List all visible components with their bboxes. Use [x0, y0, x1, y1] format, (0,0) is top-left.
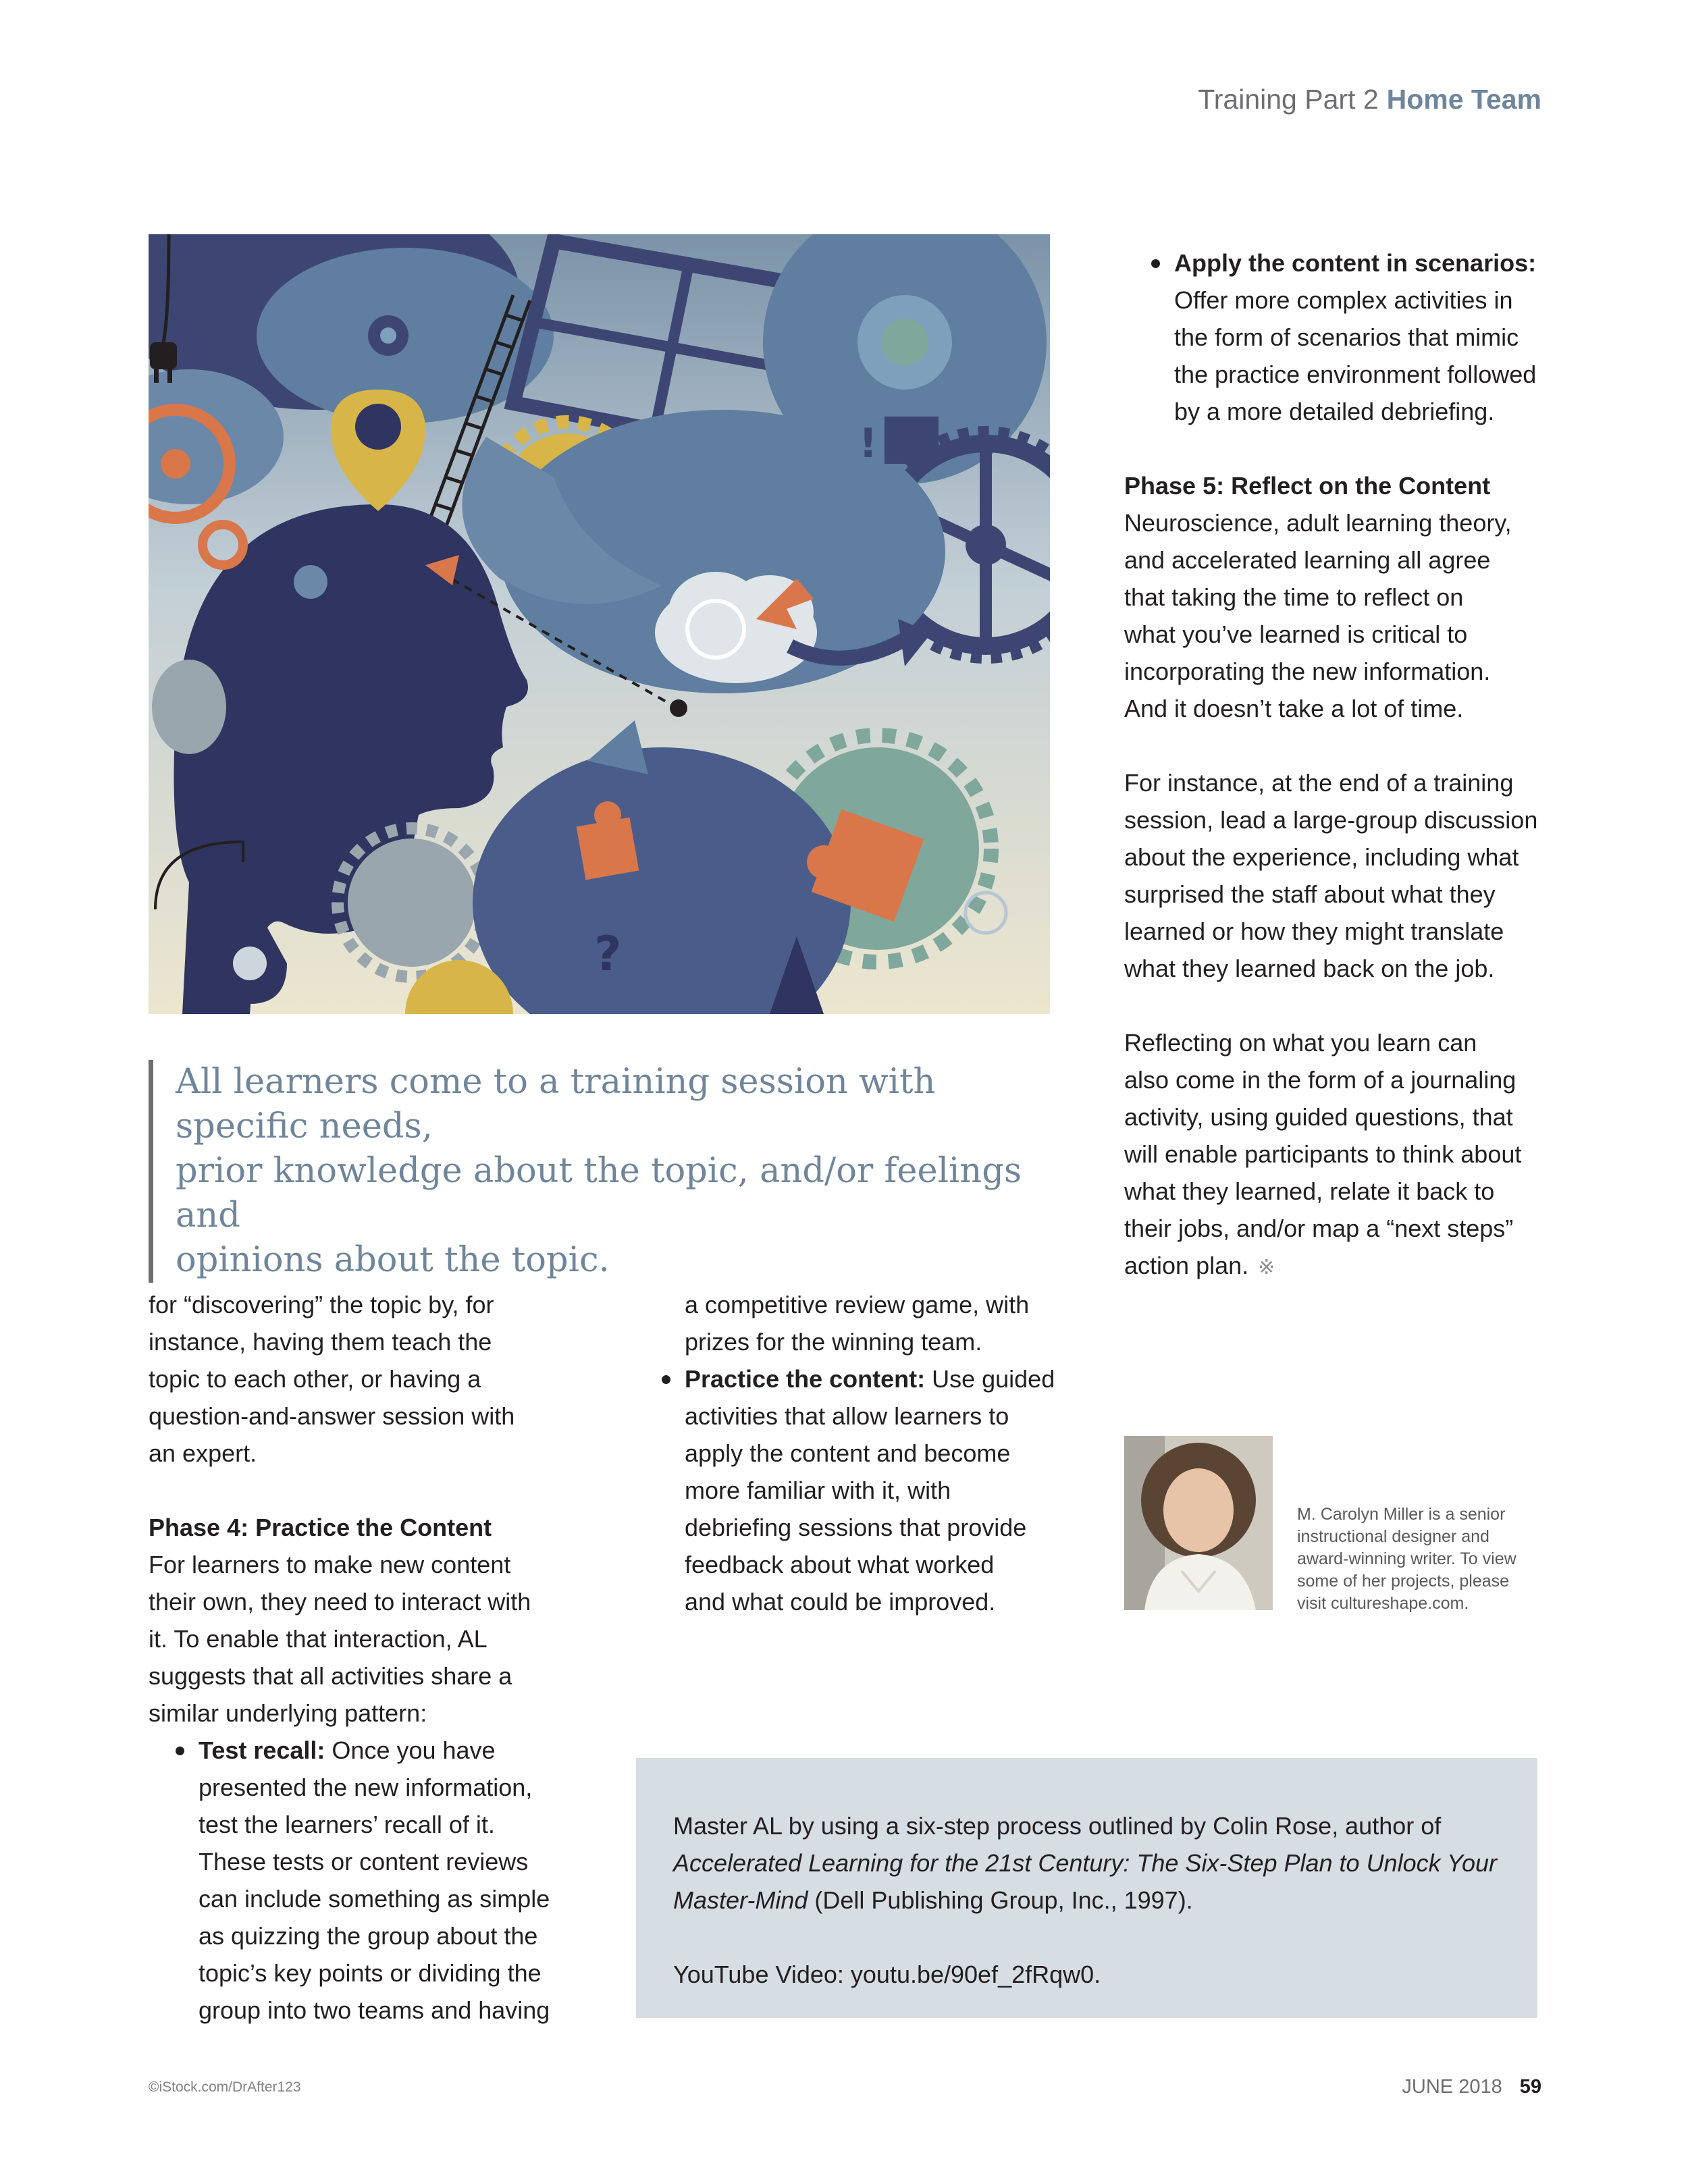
page-footer [1402, 2076, 1541, 2098]
body-line: a competitive review game, with [685, 1291, 1030, 1319]
body-line: For instance, at the end of a training [1124, 769, 1514, 797]
body-line: Once you have [325, 1736, 496, 1764]
body-line: debriefing sessions that provide [685, 1514, 1027, 1541]
sidebar-line: Master AL by using a six-step process outlined by Colin Rose, author of [673, 1812, 1442, 1840]
body-line: question-and-answer session with [149, 1402, 515, 1430]
running-header [1198, 84, 1541, 115]
body-line: also come in the form of a journaling [1124, 1066, 1516, 1094]
body-line: and accelerated learning all agree [1124, 546, 1491, 574]
body-line: their jobs, and/or map a “next steps” [1124, 1215, 1514, 1242]
article-column-1 [149, 1286, 554, 2029]
section-title: Training Part 2 [1198, 84, 1379, 115]
body-line: surprised the staff about what they [1124, 880, 1496, 908]
page-number: 59 [1519, 2076, 1541, 2098]
phase-4-heading: Phase 4: Practice the Content [149, 1514, 492, 1541]
svg-text:!: ! [859, 420, 878, 467]
body-line: Neuroscience, adult learning theory, [1124, 509, 1512, 537]
phase-5-heading: Phase 5: Reflect on the Content [1124, 472, 1491, 500]
list-item-label: Test recall: [199, 1736, 325, 1764]
body-line: instance, having them teach the [149, 1328, 492, 1356]
body-line: will enable participants to think about [1124, 1140, 1522, 1168]
pull-quote [149, 1060, 1077, 1283]
body-line: apply the content and become [685, 1439, 1011, 1467]
body-line: topic’s key points or dividing the [199, 1959, 542, 1987]
body-line: it. To enable that interaction, AL [149, 1625, 487, 1653]
pull-quote-line: All learners come to a training session with specific needs, [176, 1062, 936, 1146]
end-mark-icon: ※ [1258, 1256, 1275, 1279]
feature-illustration [149, 234, 1050, 1014]
body-line: that taking the time to reflect on [1124, 583, 1464, 611]
body-line: the practice environment followed [1174, 361, 1537, 388]
body-line: for “discovering” the topic by, for [149, 1291, 494, 1319]
body-line: incorporating the new information. [1124, 658, 1491, 685]
activity-list [635, 1360, 1060, 1620]
body-line: learned or how they might translate [1124, 917, 1504, 945]
list-item-practice [635, 1360, 1060, 1620]
article-column-2 [635, 1286, 1060, 1620]
bio-line: visit cultureshape.com. [1297, 1594, 1469, 1613]
author-bio [1297, 1503, 1527, 1615]
body-line: activity, using guided questions, that [1124, 1103, 1513, 1131]
body-line: group into two teams and having [199, 1996, 550, 2024]
body-line: Offer more complex activities in [1174, 286, 1513, 314]
body-line: what they learned back on the job. [1124, 955, 1495, 982]
book-title: Master-Mind [673, 1886, 808, 1914]
body-line: Use guided [925, 1365, 1055, 1393]
body-line: These tests or content reviews [199, 1848, 529, 1875]
activity-list [1124, 244, 1556, 430]
body-line: And it doesn’t take a lot of time. [1124, 695, 1464, 722]
body-line: feedback about what worked [685, 1551, 995, 1578]
body-line: similar underlying pattern: [149, 1699, 427, 1727]
svg-text:?: ? [594, 926, 622, 982]
author-photo [1124, 1436, 1273, 1610]
image-credit: ©iStock.com/DrAfter123 [149, 2079, 301, 2095]
pull-quote-line: opinions about the topic. [176, 1240, 610, 1280]
activity-list [149, 1732, 554, 2029]
body-line: as quizzing the group about the [199, 1922, 538, 1950]
resource-sidebar [636, 1758, 1537, 2018]
body-line: what you’ve learned is critical to [1124, 620, 1468, 648]
issue-date: JUNE 2018 [1402, 2076, 1502, 2098]
list-item-label: Practice the content: [685, 1365, 926, 1393]
pull-quote-line: prior knowledge about the topic, and/or feelings and [176, 1151, 1022, 1235]
publisher: (Dell Publishing Group, Inc., 1997). [808, 1886, 1193, 1914]
video-link[interactable]: YouTube Video: youtu.be/90ef_2fRqw0. [673, 1961, 1101, 1988]
body-line: topic to each other, or having a [149, 1365, 481, 1393]
body-line: prizes for the winning team. [685, 1328, 982, 1356]
body-line: their own, they need to interact with [149, 1588, 531, 1616]
body-line: the form of scenarios that mimic [1174, 323, 1519, 351]
article-column-3 [1124, 244, 1556, 1286]
list-item-test-recall [149, 1732, 554, 2029]
body-line: what they learned, relate it back to [1124, 1177, 1495, 1205]
body-line: can include something as simple [199, 1885, 550, 1913]
body-line: about the experience, including what [1124, 843, 1519, 871]
book-title: Accelerated Learning for the 21st Century: The Six-Step Plan to Unlock Your [673, 1849, 1498, 1877]
body-line: Reflecting on what you learn can [1124, 1029, 1477, 1057]
body-line: more familiar with it, with [685, 1476, 951, 1504]
bio-line: M. Carolyn Miller is a senior [1297, 1505, 1506, 1524]
list-item-apply [1124, 244, 1556, 430]
body-line: activities that allow learners to [685, 1402, 1009, 1430]
department-title: Home Team [1386, 84, 1541, 115]
list-item-label: Apply the content in scenarios: [1174, 249, 1537, 277]
body-line: session, lead a large-group discussion [1124, 806, 1538, 834]
body-line: by a more detailed debriefing. [1174, 398, 1495, 425]
body-line: For learners to make new content [149, 1551, 511, 1578]
body-line: and what could be improved. [685, 1588, 996, 1616]
body-line: action plan. [1124, 1252, 1249, 1279]
bio-line: some of her projects, please [1297, 1572, 1510, 1591]
bio-line: award-winning writer. To view [1297, 1549, 1516, 1568]
body-line: an expert. [149, 1439, 257, 1467]
body-line: test the learners’ recall of it. [199, 1811, 495, 1838]
body-line: presented the new information, [199, 1774, 533, 1801]
bio-line: instructional designer and [1297, 1527, 1489, 1546]
body-line: suggests that all activities share a [149, 1662, 512, 1690]
